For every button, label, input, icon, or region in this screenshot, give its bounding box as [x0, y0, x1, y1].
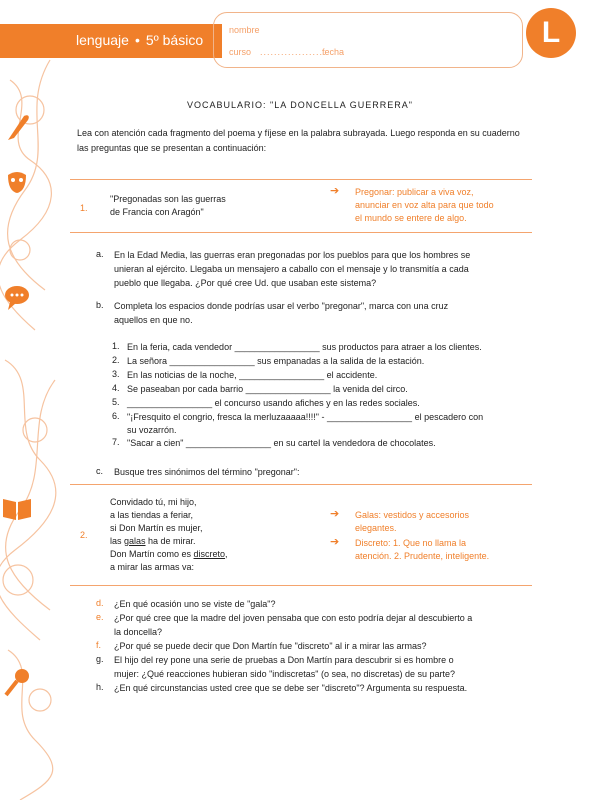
fill-in-item: Se paseaban por cada barrio _________________ la venida del circo. [127, 384, 408, 394]
bullet-separator: • [134, 32, 140, 48]
verse-text: las [110, 536, 125, 546]
item-number: 2. [112, 355, 120, 365]
gloss-line: atención. 2. Prudente, inteligente. [355, 551, 490, 561]
student-info-box [213, 12, 523, 68]
question-g [114, 653, 534, 681]
question-a [114, 248, 534, 290]
divider [70, 484, 532, 485]
verse-line-underlined [110, 535, 228, 548]
fragment-verse [110, 193, 226, 219]
arrow-icon: ➔ [330, 536, 340, 548]
subject-badge: L [526, 8, 576, 58]
question-letter: b. [96, 300, 104, 310]
divider [70, 232, 532, 233]
arrow-icon: ➔ [330, 185, 340, 197]
question-letter: e. [96, 612, 104, 622]
intro-paragraph: Lea con atención cada fragmento del poema y fíjese en la palabra subrayada. Luego responda en su cuaderno las preguntas que se presentan a continuación: [77, 128, 520, 153]
question-line: aquellos en que no. [114, 315, 193, 325]
gloss-line: anunciar en voz alta para que todo [355, 200, 494, 210]
course-blank: ................... [260, 47, 327, 57]
grade-label: 5º básico [145, 32, 204, 48]
fill-in-item: En la feria, cada vendedor _________________ sus productos para atraer a los clientes. [127, 342, 482, 352]
quill-pen-icon [0, 110, 34, 144]
microphone-icon [0, 665, 34, 699]
gloss-line: Discreto: 1. Que no llama la [355, 538, 467, 548]
question-f [114, 639, 534, 653]
item-number: 6. [112, 411, 120, 421]
question-e [114, 611, 534, 639]
question-line: ¿En qué ocasión uno se viste de "gala"? [114, 599, 276, 609]
header-title [76, 32, 203, 48]
fragment-number: 2. [80, 530, 88, 540]
gloss-line: elegantes. [355, 523, 397, 533]
date-label: fecha [322, 47, 345, 57]
fill-in-item: "Sacar a cien" _________________ en su carteI la vendedora de chocolates. [127, 438, 436, 448]
question-line: ¿En qué circunstancias usted cree que se debe ser "discreto"? Argumenta su respuesta. [114, 683, 468, 693]
arrow-icon: ➔ [330, 508, 340, 520]
verse-text: ha de mirar. [145, 536, 196, 546]
fragment-verse [110, 496, 228, 574]
fill-in-item-continued: su vozarrón. [127, 425, 177, 435]
fill-in-item: La señora _________________ sus empanadas a la salida de la estación. [127, 356, 425, 366]
question-line: Completa los espacios donde podrías usar el verbo "pregonar", marca con una cruz [114, 301, 449, 311]
question-line: En la Edad Media, las guerras eran pregonadas por los pueblos para que los hombres se [114, 250, 471, 260]
gloss-definition [355, 537, 489, 563]
speech-bubble-icon [0, 280, 34, 314]
question-letter: h. [96, 682, 104, 692]
verse-line: a mirar las armas va: [110, 562, 195, 572]
course-label: curso [229, 47, 252, 57]
question-letter: a. [96, 249, 104, 259]
question-line: El hijo del rey pone una serie de pruebas a Don Martín para descubrir si es hombre o [114, 655, 454, 665]
verse-line: Convidado tú, mi hijo, [110, 497, 197, 507]
item-number: 1. [112, 341, 120, 351]
verse-line: "Pregonadas son las guerras [110, 194, 226, 204]
subject-label: lenguaje [76, 32, 129, 48]
question-c: Busque tres sinónimos del término "pregonar": [114, 467, 300, 477]
decorative-side-strip [0, 0, 62, 800]
page-title: VOCABULARIO: "LA DONCELLA GUERRERA" [187, 100, 413, 110]
fill-in-item: _________________ el concurso usando afiches y en las redes sociales. [127, 398, 420, 408]
gloss-definition [355, 186, 494, 225]
question-letter: f. [96, 640, 102, 650]
item-number: 3. [112, 369, 120, 379]
question-line: mujer: ¿Qué reacciones hubieran sido "indiscretas" (o sea, no discretas) de su parte? [114, 669, 456, 679]
gloss-line: Galas: vestidos y accesorios [355, 510, 470, 520]
fill-in-item: En las noticias de la noche, _________________ el accidente. [127, 370, 378, 380]
name-label: nombre [229, 25, 260, 35]
open-book-icon [0, 490, 34, 524]
item-number: 4. [112, 383, 120, 393]
divider [70, 585, 532, 586]
theater-mask-icon [0, 165, 34, 199]
question-letter: c. [96, 466, 104, 476]
question-b [114, 299, 534, 327]
question-letter: g. [96, 654, 104, 664]
question-d [114, 597, 534, 611]
underlined-word: galas [124, 536, 146, 546]
question-line: ¿Por qué se puede decir que Don Martín fue "discreto" al ir a mirar las armas? [114, 641, 427, 651]
verse-line: de Francia con Aragón" [110, 207, 204, 217]
question-line: pueblo que llegaba. ¿Por qué cree Ud. que usaban este sistema? [114, 278, 377, 288]
underlined-word: discreto [193, 549, 226, 559]
verse-line: si Don Martín es mujer, [110, 523, 203, 533]
verse-text: , [225, 549, 228, 559]
divider [70, 179, 532, 180]
verse-line: a las tiendas a feriar, [110, 510, 194, 520]
question-line: unieran al ejército. Llegaba un mensajero a caballo con el mensaje y lo transmitía a cada [114, 264, 469, 274]
verse-line-underlined [110, 548, 228, 561]
question-line: la doncella? [114, 627, 163, 637]
question-h [114, 681, 534, 695]
gloss-line: Pregonar: publicar a viva voz, [355, 187, 474, 197]
question-letter: d. [96, 598, 104, 608]
item-number: 5. [112, 397, 120, 407]
verse-text: Don Martín como es [110, 549, 194, 559]
item-number: 7. [112, 437, 120, 447]
gloss-line: el mundo se entere de algo. [355, 213, 467, 223]
gloss-definition [355, 509, 469, 535]
fragment-number: 1. [80, 203, 88, 213]
fill-in-item: "¡Fresquito el congrio, fresca la merluzaaaaa!!!!" - _________________ el pescadero con [127, 412, 484, 422]
question-line: ¿Por qué cree que la madre del joven pensaba que con esto podría dejar al descubierto a [114, 613, 473, 623]
